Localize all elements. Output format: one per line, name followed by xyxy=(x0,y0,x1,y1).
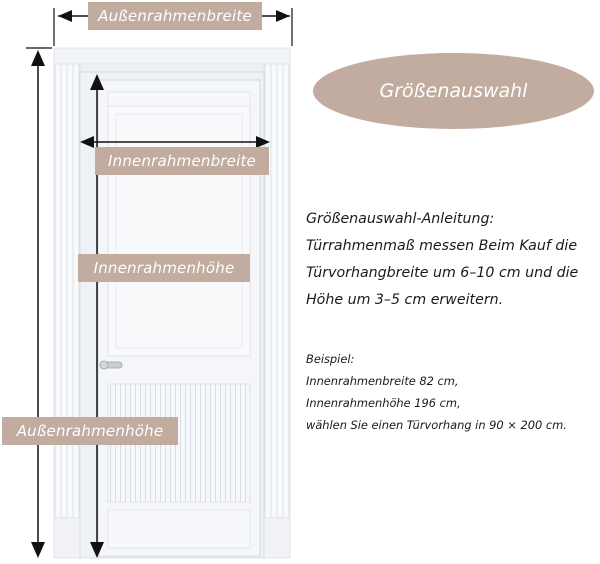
size-example-line: wählen Sie einen Türvorhang in 90 × 200 cm. xyxy=(306,418,567,432)
size-example-heading: Beispiel: xyxy=(306,352,355,366)
size-example-line: Innenrahmenbreite 82 cm, xyxy=(306,374,459,388)
door-handle-icon xyxy=(100,361,122,369)
inner-height-label: Innenrahmenhöhe xyxy=(78,254,250,282)
size-selection-title: Größenauswahl xyxy=(313,53,594,129)
outer-width-label: Außenrahmenbreite xyxy=(88,2,262,30)
outer-height-label: Außenrahmenhöhe xyxy=(2,417,178,445)
size-guide-heading: Größenauswahl-Anleitung: xyxy=(306,211,495,227)
size-example xyxy=(306,348,598,436)
size-guide-line: Türrahmenmaß messen Beim Kauf die xyxy=(306,238,578,254)
size-guide xyxy=(306,206,598,314)
size-guide-line: Türvorhangbreite um 6–10 cm und die xyxy=(306,265,579,281)
size-example-line: Innenrahmenhöhe 196 cm, xyxy=(306,396,461,410)
outer-height-arrow xyxy=(26,48,52,558)
inner-width-label: Innenrahmenbreite xyxy=(95,147,269,175)
size-guide-line: Höhe um 3–5 cm erweitern. xyxy=(306,292,504,308)
